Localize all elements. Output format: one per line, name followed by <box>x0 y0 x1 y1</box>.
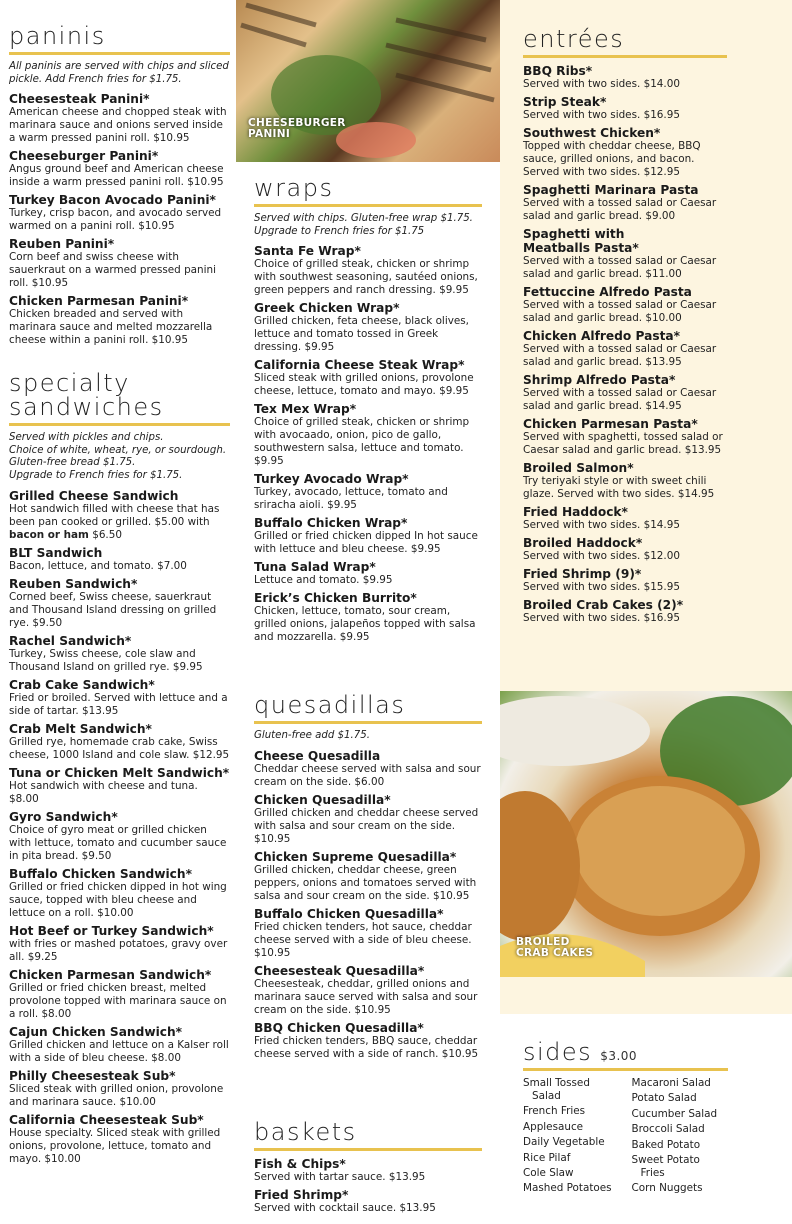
section-rule <box>9 52 230 55</box>
desc-bold: bacon or ham <box>9 528 89 541</box>
item-desc: Served with two sides. $15.95 <box>523 581 680 593</box>
caption-line: CHEESEBURGER <box>248 117 346 129</box>
item-desc: Grilled chicken, cheddar cheese, green peppers, onions and tomatoes served with salsa and sour cream on the side. $10.95 <box>254 863 477 902</box>
menu-item <box>523 536 727 563</box>
title-line: specialty <box>9 369 130 398</box>
side-item: Mashed Potatoes <box>523 1182 612 1195</box>
item-desc: Hot sandwich with cheese and tuna. $8.00 <box>9 779 198 805</box>
item-desc: with fries or mashed potatoes, gravy over all. $9.25 <box>9 937 228 963</box>
item-desc: Corned beef, Swiss cheese, sauerkraut and Thousand Island dressing on grilled rye. $9.50 <box>9 590 217 629</box>
item-desc: Grilled or fried chicken breast, melted provolone topped with marinara sauce on a roll. $8.00 <box>9 981 227 1020</box>
desc-text: Hot sandwich filled with cheese that has been pan cooked or grilled. $5.00 with <box>9 502 220 528</box>
item-name: Fried Shrimp* <box>254 1188 349 1202</box>
side-label-cont: Salad <box>532 1090 561 1102</box>
item-name: Broiled Crab Cakes (2)* <box>523 598 684 612</box>
item-name: Greek Chicken Wrap* <box>254 301 400 316</box>
item-desc: Turkey, avocado, lettuce, tomato and sriracha aioli. $9.95 <box>254 486 448 512</box>
item-desc: Served with two sides. $14.95 <box>523 519 680 531</box>
menu-item <box>9 867 230 920</box>
sides-header <box>523 1040 728 1064</box>
section-rule <box>523 1068 728 1071</box>
menu-item <box>254 301 482 354</box>
item-name: Cheese Quesadilla <box>254 748 381 763</box>
item-desc: Served with a tossed salad or Caesar salad and garlic bread. $13.95 <box>523 343 717 368</box>
item-name: Gyro Sandwich* <box>9 809 118 824</box>
item-name: Chicken Parmesan Sandwich* <box>9 967 212 982</box>
item-name: Spaghetti with Meatballs Pasta* <box>523 227 639 255</box>
menu-item <box>523 373 727 413</box>
item-desc: Grilled chicken and cheddar cheese served with salsa and sour cream on the side. $10.95 <box>254 806 479 845</box>
note-line: Gluten-free bread $1.75. <box>9 457 136 469</box>
menu-item <box>523 567 727 594</box>
section-rule <box>254 204 482 207</box>
title-line: sandwiches <box>9 393 164 422</box>
side-item <box>632 1154 729 1180</box>
item-name: Crab Cake Sandwich* <box>9 677 155 692</box>
item-desc: Served with two sides. $12.00 <box>523 550 680 562</box>
left-column <box>0 0 236 1170</box>
menu-item <box>254 907 482 960</box>
menu-item <box>9 968 230 1021</box>
photo-caption <box>516 937 593 959</box>
menu-item <box>9 294 230 347</box>
item-desc: Grilled chicken and lettuce on a Kalser roll with a side of bleu cheese. $8.00 <box>9 1038 229 1064</box>
menu-item <box>254 358 482 398</box>
entrees-section <box>523 27 727 629</box>
menu-item <box>254 793 482 846</box>
menu-item <box>9 546 230 573</box>
menu-item <box>9 92 230 145</box>
item-name: BBQ Ribs* <box>523 64 593 78</box>
side-item: Rice Pilaf <box>523 1151 571 1164</box>
item-desc <box>9 503 230 542</box>
item-name: Grilled Cheese Sandwich <box>9 488 179 503</box>
side-item: Potato Salad <box>631 1092 697 1105</box>
item-name: Turkey Bacon Avocado Panini* <box>9 193 216 208</box>
side-label: Sweet Potato <box>631 1153 700 1166</box>
item-name: Buffalo Chicken Sandwich* <box>9 866 192 881</box>
cheeseburger-panini-photo <box>236 0 500 162</box>
side-item: Baked Potato <box>631 1138 701 1151</box>
item-name: Hot Beef or Turkey Sandwich* <box>9 923 214 938</box>
item-desc: Choice of grilled steak, chicken or shrimp with avocaado, onion, pico de gallo, southwestern salsa, lettuce and tomato. $9.95 <box>254 416 470 468</box>
item-name: Chicken Parmesan Panini* <box>9 294 189 309</box>
item-desc: Grilled chicken, feta cheese, black olives, lettuce and tomato tossed in Greek dressing. $9.95 <box>254 315 469 354</box>
menu-item <box>9 810 230 863</box>
menu-item <box>523 285 727 325</box>
item-name: Reuben Panini* <box>9 237 115 252</box>
menu-item <box>254 591 482 644</box>
item-desc: Fried chicken tenders, hot sauce, cheddar cheese served with a side of bleu cheese. $10.95 <box>254 920 472 959</box>
item-desc: Cheesesteak, cheddar, grilled onions and marinara sauce served with salsa and sour cream on the side. $10.95 <box>254 977 478 1016</box>
menu-item <box>9 489 230 542</box>
item-desc: Served with a tossed salad or Caesar salad and garlic bread. $11.00 <box>523 255 717 280</box>
item-desc: Chicken breaded and served with marinara sauce and melted mozzarella cheese within a panini roll. $10.95 <box>9 308 213 347</box>
item-desc: Served with two sides. $16.95 <box>523 612 680 624</box>
item-desc: Served with a tossed salad or Caesar salad and garlic bread. $9.00 <box>523 197 717 222</box>
menu-item <box>523 183 727 223</box>
section-rule <box>9 423 230 426</box>
item-name: Cajun Chicken Sandwich* <box>9 1024 183 1039</box>
section-rule <box>254 1148 482 1151</box>
item-desc: Sliced steak with grilled onion, provolone and marinara sauce. $10.00 <box>9 1082 224 1108</box>
menu-item <box>254 1188 482 1215</box>
item-name: Crab Melt Sandwich* <box>9 721 152 736</box>
quesadillas-section <box>254 693 482 1065</box>
item-name: Santa Fe Wrap* <box>254 244 361 259</box>
section-rule <box>523 55 727 58</box>
menu-item <box>9 924 230 964</box>
menu-item <box>9 1069 230 1109</box>
section-title-wraps: wraps <box>254 174 334 202</box>
side-item: Macaroni Salad <box>631 1077 711 1089</box>
item-name: Fried Shrimp (9)* <box>523 567 642 581</box>
side-item: Cucumber Salad <box>631 1107 718 1120</box>
right-column-entrees-panel <box>500 0 792 1014</box>
menu-item <box>254 749 482 789</box>
menu-item <box>523 227 727 281</box>
sides-col-1 <box>523 1077 620 1198</box>
menu-item <box>254 1157 482 1184</box>
menu-item <box>254 964 482 1017</box>
item-desc: Bacon, lettuce, and tomato. $7.00 <box>9 559 187 572</box>
wraps-note <box>254 213 482 238</box>
side-item: French Fries <box>523 1105 586 1118</box>
item-name: Cheesesteak Quesadilla* <box>254 963 425 978</box>
menu-item <box>9 766 230 806</box>
menu-item <box>9 193 230 233</box>
section-rule <box>254 721 482 724</box>
item-desc: Served with a tossed salad or Caesar salad and garlic bread. $10.00 <box>523 299 717 324</box>
item-name: Chicken Alfredo Pasta* <box>523 329 681 343</box>
menu-item <box>523 505 727 532</box>
side-label-cont: Fries <box>640 1166 665 1179</box>
photo-caption <box>248 118 346 140</box>
caption-line: PANINI <box>248 128 291 140</box>
crab-cakes-graphic <box>500 691 792 977</box>
item-name: Spaghetti Marinara Pasta <box>523 183 699 197</box>
paninis-note: All paninis are served with chips and sliced pickle. Add French fries for $1.75. <box>9 61 229 85</box>
menu-item <box>9 149 230 189</box>
item-name: Erick’s Chicken Burrito* <box>254 591 417 606</box>
item-name: BLT Sandwich <box>9 545 103 560</box>
item-name: Buffalo Chicken Quesadilla* <box>254 906 444 921</box>
side-item: Corn Nuggets <box>631 1182 703 1195</box>
item-name: Fried Haddock* <box>523 505 628 519</box>
side-item: Daily Vegetable <box>523 1136 605 1149</box>
menu-item <box>9 577 230 630</box>
caption-line: BROILED <box>516 936 570 948</box>
item-desc: House specialty. Sliced steak with grilled onions, provolone, lettuce, tomato and mayo. $10.00 <box>9 1126 221 1165</box>
desc-price: $6.50 <box>92 528 122 541</box>
item-name: Southwest Chicken* <box>523 126 661 140</box>
menu-item <box>523 461 727 501</box>
menu-item <box>523 95 727 122</box>
menu-item <box>523 329 727 369</box>
section-title-specialty-sandwiches <box>9 369 230 422</box>
sides-section <box>523 1040 728 1198</box>
item-desc: Choice of gyro meat or grilled chicken with lettuce, tomato and cucumber sauce in pita bread. $9.50 <box>9 823 227 862</box>
note-line: Served with chips. Gluten-free wrap $1.75. <box>254 213 473 224</box>
menu-item <box>254 516 482 556</box>
side-item <box>523 1077 620 1103</box>
item-desc: Chicken, lettuce, tomato, sour cream, grilled onions, jalapeños topped with salsa and mozzarella. $9.95 <box>254 605 476 644</box>
specialty-note <box>9 432 230 482</box>
paninis-list <box>9 92 230 347</box>
menu-item <box>254 850 482 903</box>
section-title-sides: sides <box>523 1038 593 1066</box>
item-name: Chicken Parmesan Pasta* <box>523 417 698 431</box>
item-desc: Cheddar cheese served with salsa and sour cream on the side. $6.00 <box>254 762 481 788</box>
menu-item <box>254 244 482 297</box>
menu-item <box>254 560 482 587</box>
item-name: Turkey Avocado Wrap* <box>254 472 409 487</box>
side-item: Cole Slaw <box>523 1166 574 1179</box>
section-title-paninis: paninis <box>9 22 106 50</box>
menu-item <box>523 598 727 625</box>
baskets-section <box>254 1120 482 1219</box>
item-name: Tuna Salad Wrap* <box>254 560 376 575</box>
item-name: Fettuccine Alfredo Pasta <box>523 285 692 299</box>
quesadillas-note: Gluten-free add $1.75. <box>254 730 370 741</box>
sides-grid <box>523 1077 728 1198</box>
item-desc: Fried or broiled. Served with lettuce and a side of tartar. $13.95 <box>9 691 228 717</box>
sides-price: $3.00 <box>600 1049 638 1063</box>
menu-item <box>254 402 482 468</box>
item-desc: Angus ground beef and American cheese inside a warm pressed panini roll. $10.95 <box>9 163 224 189</box>
item-desc: Try teriyaki style or with sweet chili glaze. Served with two sides. $14.95 <box>523 475 715 500</box>
item-desc: Lettuce and tomato. $9.95 <box>254 574 393 587</box>
item-desc: Fried chicken tenders, BBQ sauce, cheddar cheese served with a side of ranch. $10.95 <box>254 1034 479 1060</box>
menu-item <box>9 237 230 290</box>
item-desc: Topped with cheddar cheese, BBQ sauce, grilled onions, and bacon. Served with two sides. $12.95 <box>523 140 701 178</box>
item-desc: Corn beef and swiss cheese with sauerkraut on a warmed pressed panini roll. $10.95 <box>9 251 216 290</box>
item-name: Cheesesteak Panini* <box>9 92 150 107</box>
item-desc: Served with cocktail sauce. $13.95 <box>254 1202 436 1214</box>
menu-item <box>9 1025 230 1065</box>
item-desc: Served with two sides. $14.00 <box>523 78 680 90</box>
item-name: Broiled Haddock* <box>523 536 643 550</box>
item-desc: Served with a tossed salad or Caesar salad and garlic bread. $14.95 <box>523 387 717 412</box>
section-title-baskets: baskets <box>254 1118 357 1146</box>
menu-item <box>254 1021 482 1061</box>
item-name: BBQ Chicken Quesadilla* <box>254 1020 424 1035</box>
item-desc: Grilled or fried chicken dipped In hot sauce with lettuce and bleu cheese. $9.95 <box>254 530 478 556</box>
broiled-crab-cakes-photo <box>500 691 792 977</box>
item-name: Reuben Sandwich* <box>9 576 138 591</box>
item-name: Buffalo Chicken Wrap* <box>254 516 408 531</box>
caption-line: CRAB CAKES <box>516 947 594 959</box>
item-desc: Sliced steak with grilled onions, provolone cheese, lettuce, tomato and mayo. $9.95 <box>254 372 474 398</box>
item-desc: Served with spaghetti, tossed salad or Caesar salad and garlic bread. $13.95 <box>523 431 723 456</box>
menu-item <box>523 64 727 91</box>
item-desc: Choice of grilled steak, chicken or shrimp with southwest seasoning, sautéed onions, green peppers and ranch dressing. $9.95 <box>254 258 478 297</box>
item-desc: Served with tartar sauce. $13.95 <box>254 1171 426 1183</box>
section-title-entrees: entrées <box>523 25 625 53</box>
specialty-list <box>9 489 230 1166</box>
item-name: Philly Cheesesteak Sub* <box>9 1068 176 1083</box>
item-desc: Grilled rye, homemade crab cake, Swiss cheese, 1000 Island and cole slaw. $12.95 <box>9 735 230 761</box>
item-desc: Served with two sides. $16.95 <box>523 109 680 121</box>
menu-item <box>254 472 482 512</box>
item-name: Rachel Sandwich* <box>9 633 132 648</box>
wraps-section <box>254 176 482 648</box>
item-desc: American cheese and chopped steak with marinara sauce and onions served inside a warm pressed panini roll. $10.95 <box>9 106 227 145</box>
item-name: California Cheesesteak Sub* <box>9 1112 204 1127</box>
item-name: Shrimp Alfredo Pasta* <box>523 373 676 387</box>
item-name: Tex Mex Wrap* <box>254 402 357 417</box>
item-name: California Cheese Steak Wrap* <box>254 358 465 373</box>
note-line: Upgrade to French fries for $1.75. <box>9 469 183 481</box>
menu-item <box>523 126 727 179</box>
item-desc: Turkey, Swiss cheese, cole slaw and Thousand Island on grilled rye. $9.95 <box>9 647 203 673</box>
section-title-quesadillas: quesadillas <box>254 691 406 719</box>
menu-item <box>9 678 230 718</box>
note-line: Choice of white, wheat, rye, or sourdough. <box>9 444 227 456</box>
sides-col-2 <box>632 1077 729 1198</box>
menu-item <box>9 722 230 762</box>
side-item: Applesauce <box>523 1120 584 1133</box>
item-name: Strip Steak* <box>523 95 607 109</box>
note-line: Served with pickles and chips. <box>9 432 164 444</box>
item-name: Fish & Chips* <box>254 1157 346 1171</box>
item-name: Chicken Supreme Quesadilla* <box>254 849 457 864</box>
note-line: Upgrade to French fries for $1.75 <box>254 225 425 237</box>
item-desc: Turkey, crisp bacon, and avocado served warmed on a panini roll. $10.95 <box>9 207 222 233</box>
item-name: Tuna or Chicken Melt Sandwich* <box>9 765 230 780</box>
menu-item <box>9 634 230 674</box>
item-name: Chicken Quesadilla* <box>254 792 391 807</box>
item-name: Broiled Salmon* <box>523 461 634 475</box>
side-label: Small Tossed <box>523 1077 590 1089</box>
item-desc: Grilled or fried chicken dipped in hot wing sauce, topped with bleu cheese and lettuce on a roll. $10.00 <box>9 880 227 919</box>
menu-item <box>523 417 727 457</box>
menu-item <box>9 1113 230 1166</box>
item-name: Cheeseburger Panini* <box>9 149 159 164</box>
side-item: Broccoli Salad <box>631 1123 705 1136</box>
